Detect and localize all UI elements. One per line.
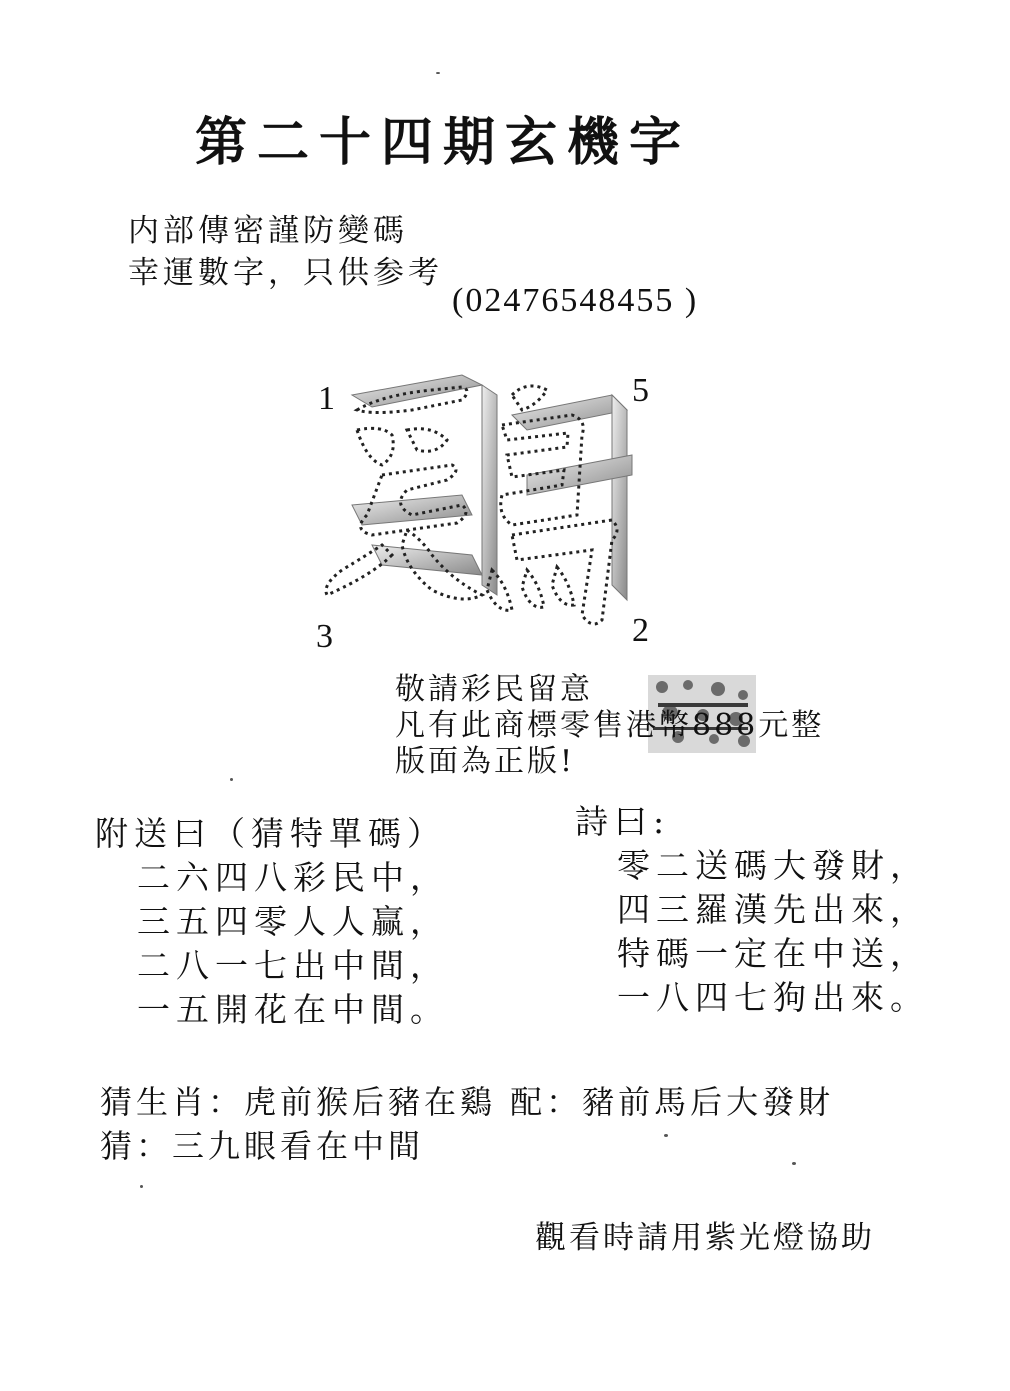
gift-heading: 附送曰（猜特單碼） [95,814,446,853]
corner-number-top-right: 5 [632,372,649,409]
notice-line-2: 凡有此商標零售港幣888元整 [395,708,825,743]
poem-heading: 詩曰: [575,802,671,841]
intro-line-2: 幸運數字，只供参考 [128,255,443,291]
scan-speck [140,1185,143,1188]
page-title: 第二十四期玄機字 [195,112,692,173]
poem-line: 四三羅漢先出來， [617,890,929,929]
scan-speck [230,778,233,781]
footer-note: 觀看時請用紫光燈協助 [535,1220,875,1256]
gift-line: 二八一七出中間， [137,946,449,985]
rooster-character-icon [312,355,652,630]
gift-line: 一五開花在中間。 [137,990,449,1029]
gift-line: 二六四八彩民中， [137,858,449,897]
scan-speck [436,72,440,74]
poem-line: 一八四七狗出來。 [617,978,929,1017]
phone-number: (02476548455 ) [452,282,699,319]
poem-line: 零二送碼大發財， [617,846,929,885]
gift-section [95,812,449,1032]
intro-text [128,210,443,294]
corner-number-bottom-left: 3 [316,618,333,655]
notice-text [395,672,824,780]
poem-line: 特碼一定在中送， [617,934,929,973]
scan-speck [664,1134,668,1137]
guess-section [100,1080,834,1168]
guess-line-2: 猜：三九眼看在中間 [100,1127,425,1165]
corner-number-top-left: 1 [318,380,335,417]
notice-line-3: 版面為正版! [395,744,576,779]
intro-line-1: 内部傳密謹防變碼 [128,213,408,249]
guess-line-1: 猜生肖：虎前猴后豬在鷄 配：豬前馬后大發財 [100,1083,835,1121]
notice-line-1: 敬請彩民留意 [395,672,593,707]
poem-section [575,800,929,1020]
gift-line: 三五四零人人赢， [137,902,449,941]
scan-speck [792,1162,796,1165]
corner-number-bottom-right: 2 [632,612,649,649]
